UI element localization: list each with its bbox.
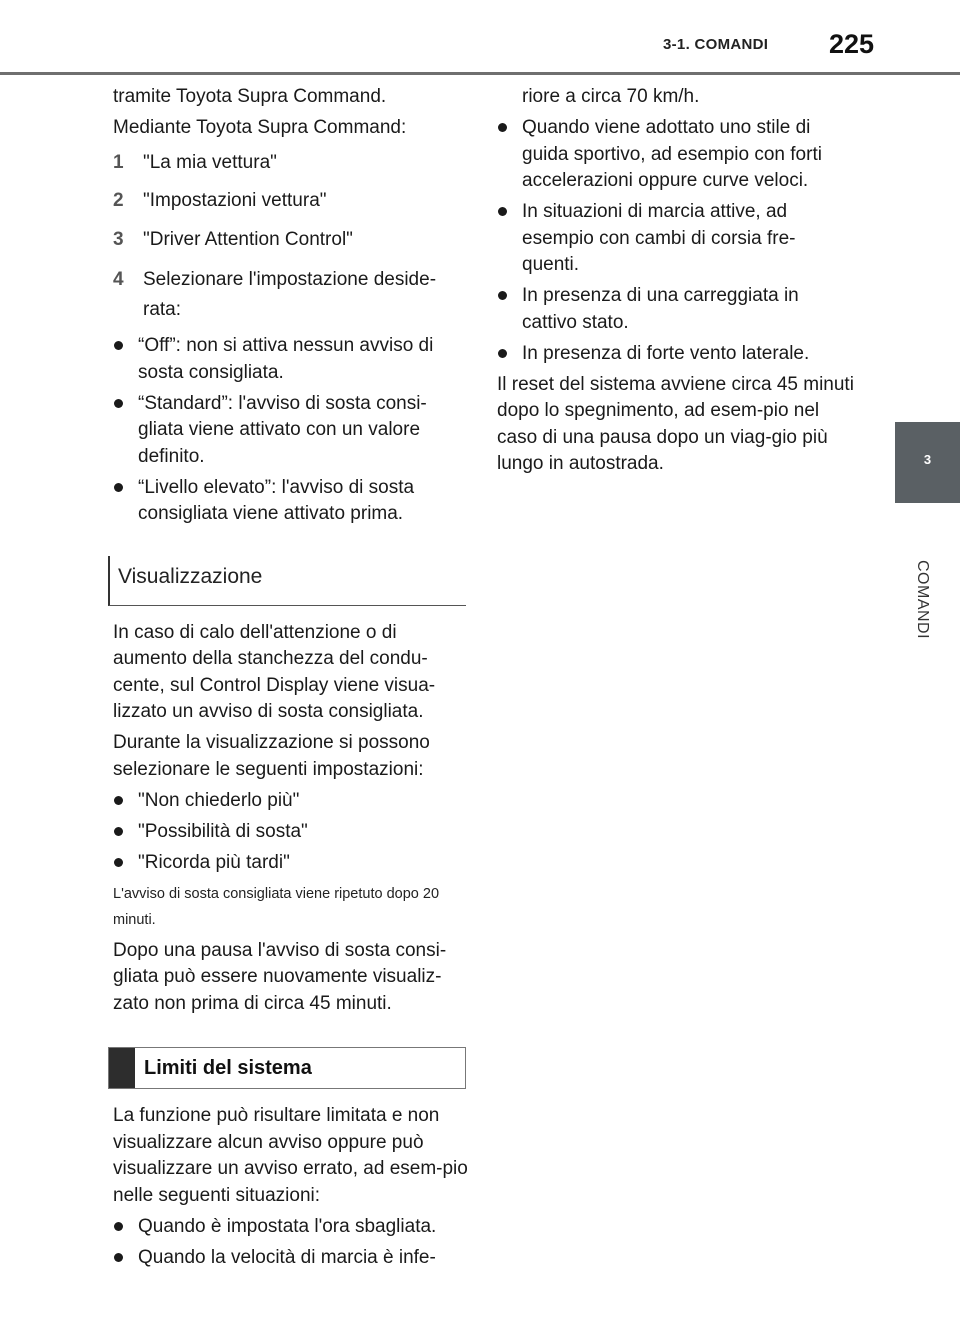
right-column [497,84,857,482]
bullet-text: “Livello elevato”: l'avviso di sosta consigliata viene attivato prima. [138,476,415,524]
header-rule [0,72,960,75]
bullet-text: In situazioni di marcia attive, ad esempio con cambi di corsia fre-quenti. [522,201,796,275]
visual-item-3 [113,850,468,877]
step-3 [113,227,468,254]
heading-limiti [108,1047,466,1089]
step-text: "La mia vettura" [143,151,277,173]
bullet-icon [113,850,138,877]
visual-paragraph-1: In caso di calo dell'attenzione o di aumento della stanchezza del condu-cente, sul Control Display viene visua-lizzato un avviso di sosta consigliata. [113,621,436,722]
limits-item-6 [497,341,857,368]
visual-paragraph-2: Durante la visualizzazione si possono selezionare le seguenti impostazioni: [113,732,430,780]
bullet-icon [497,115,522,195]
visual-item-1 [113,788,468,815]
option-standard [113,391,468,471]
heading-visualizzazione [108,556,466,606]
intro-text-2: Mediante Toyota Supra Command: [113,117,407,138]
bullet-text: “Off”: non si attiva nessun avviso di sosta consigliata. [138,335,434,383]
bullet-text: "Possibilità di sosta" [138,820,308,842]
bullet-text: In presenza di una carreggiata in cattivo stato. [522,285,799,333]
limits-item-4 [497,199,857,279]
heading-text: Limiti del sistema [144,1057,312,1079]
note-text: L'avviso di sosta consigliata viene ripetuto dopo 20 minuti. [113,885,440,928]
step-text: "Impostazioni vettura" [143,190,327,211]
option-off [113,333,468,386]
reset-paragraph: Il reset del sistema avviene circa 45 minuti dopo lo spegnimento, ad esem-pio nel caso di una pausa dopo un viag-gio più lungo in autostrada. [497,373,854,474]
left-column [113,84,468,1276]
step-number: 4 [113,269,124,290]
step-4 [113,265,468,325]
step-number: 1 [113,151,124,173]
page-number: 225 [829,29,875,59]
step-number: 2 [113,190,124,211]
limits-paragraph: La funzione può risultare limitata e non visualizzare alcun avviso oppure può visualizzare un avviso errato, ad esem-pio nelle seguenti situazioni: [113,1105,468,1206]
limits-item-1 [113,1214,468,1241]
bullet-text: Quando la velocità di marcia è infe- [138,1246,436,1268]
bullet-text: Quando è impostata l'ora sbagliata. [138,1215,437,1237]
chapter-tab-number: 3 [923,452,932,467]
intro-text-1: tramite Toyota Supra Command. [113,86,387,107]
limits-item-3 [497,115,857,195]
continued-text: riore a circa 70 km/h. [522,86,700,107]
bullet-icon [113,788,138,815]
chapter-tab-label: COMANDI [914,560,931,640]
header-section: 3-1. COMANDI [663,36,769,53]
bullet-text: "Non chiederlo più" [138,789,300,811]
option-high [113,475,468,528]
bullet-text: "Ricorda più tardi" [138,851,290,873]
visual-paragraph-3: Dopo una pausa l'avviso di sosta consi-gliata può essere nuovamente visualiz-zato non prima di circa 45 minuti. [113,939,447,1014]
bullet-text: Quando viene adottato uno stile di guida sportivo, ad esempio con forti accelerazioni oppure curve veloci. [522,117,822,191]
limits-item-2 [113,1245,468,1272]
bullet-icon [113,1214,138,1241]
bullet-text: “Standard”: l'avviso di sosta consi-gliata viene attivato con un valore definito. [138,392,427,467]
bullet-icon [113,475,138,528]
step-1 [113,150,468,177]
step-number: 3 [113,228,124,250]
step-2 [113,188,468,215]
heading-text: Visualizzazione [118,564,263,588]
limits-item-5 [497,283,857,336]
bullet-icon [497,283,522,336]
bullet-icon [497,341,522,368]
bullet-icon [113,333,138,386]
bullet-icon [113,1245,138,1272]
bullet-icon [113,819,138,846]
bullet-text: In presenza di forte vento laterale. [522,342,810,364]
bullet-icon [113,391,138,471]
step-text: Selezionare l'impostazione deside-rata: [143,269,437,320]
heading-marker [109,1048,135,1088]
bullet-icon [497,199,522,279]
step-text: "Driver Attention Control" [143,228,353,250]
visual-item-2 [113,819,468,846]
